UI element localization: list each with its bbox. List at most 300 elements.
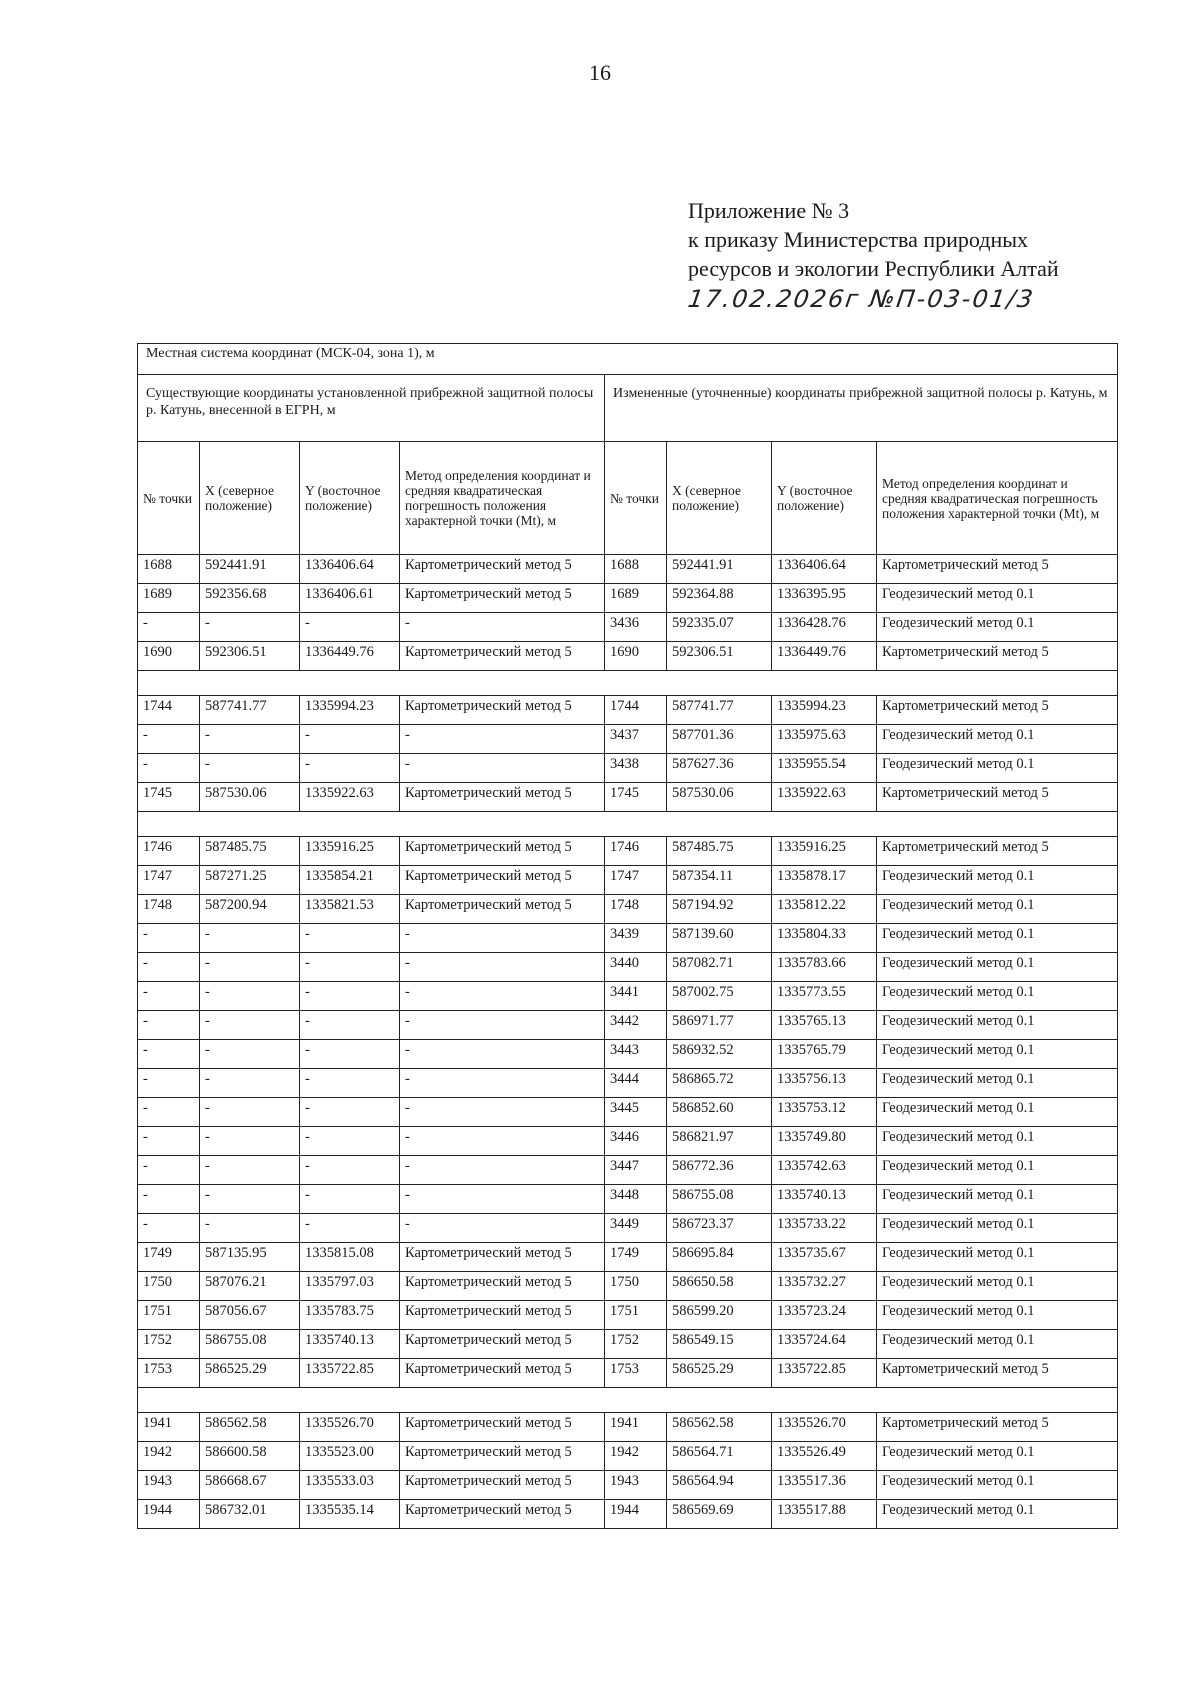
table-cell: 3444 <box>605 1069 667 1098</box>
table-row <box>138 1040 1118 1069</box>
column-header: X (северное положение) <box>200 442 300 555</box>
table-cell: Геодезический метод 0.1 <box>877 1243 1118 1272</box>
table-row <box>138 1359 1118 1388</box>
table-row <box>138 953 1118 982</box>
table-row <box>138 725 1118 754</box>
table-cell: 3440 <box>605 953 667 982</box>
table-cell: 1751 <box>138 1301 200 1330</box>
appendix-line: к приказу Министерства природных <box>688 227 1029 252</box>
table-cell: 586562.58 <box>667 1413 772 1442</box>
table-cell: - <box>138 725 200 754</box>
table-cell: - <box>400 1214 605 1243</box>
table-cell: - <box>400 1156 605 1185</box>
table-cell: 587741.77 <box>200 696 300 725</box>
table-cell: 1336428.76 <box>772 613 877 642</box>
table-cell: 1745 <box>605 783 667 812</box>
table-cell: 1690 <box>138 642 200 671</box>
table-cell: Геодезический метод 0.1 <box>877 953 1118 982</box>
table-row <box>138 555 1118 584</box>
table-cell: - <box>400 1098 605 1127</box>
table-cell: Картометрический метод 5 <box>877 555 1118 584</box>
table-cell: 587194.92 <box>667 895 772 924</box>
page-number: 16 <box>589 60 611 85</box>
table-cell: 1944 <box>605 1500 667 1529</box>
table-cell: Геодезический метод 0.1 <box>877 1098 1118 1127</box>
table-cell: 586732.01 <box>200 1500 300 1529</box>
table-cell: - <box>138 754 200 783</box>
table-cell: 587485.75 <box>200 837 300 866</box>
table-cell: 1750 <box>138 1272 200 1301</box>
table-cell: 1335994.23 <box>772 696 877 725</box>
table-cell: Картометрический метод 5 <box>877 783 1118 812</box>
table-cell: - <box>200 1127 300 1156</box>
table-cell: 1335740.13 <box>300 1330 400 1359</box>
separator-cell <box>138 812 1118 837</box>
table-cell: - <box>138 1069 200 1098</box>
table-cell: - <box>200 953 300 982</box>
table-cell: 1335783.66 <box>772 953 877 982</box>
table-cell: Картометрический метод 5 <box>400 1272 605 1301</box>
table-cell: 586821.97 <box>667 1127 772 1156</box>
table-cell: 3446 <box>605 1127 667 1156</box>
table-cell: 3438 <box>605 754 667 783</box>
table-cell: Картометрический метод 5 <box>877 837 1118 866</box>
table-cell: Геодезический метод 0.1 <box>877 1272 1118 1301</box>
table-cell: Картометрический метод 5 <box>400 1330 605 1359</box>
table-cell: Геодезический метод 0.1 <box>877 1011 1118 1040</box>
column-header: № точки <box>605 442 667 555</box>
table-cell: Геодезический метод 0.1 <box>877 1500 1118 1529</box>
table-cell: 1942 <box>138 1442 200 1471</box>
table-cell: 1335955.54 <box>772 754 877 783</box>
table-cell: 586695.84 <box>667 1243 772 1272</box>
table-cell: 587485.75 <box>667 837 772 866</box>
table-cell: 1752 <box>605 1330 667 1359</box>
table-cell: Геодезический метод 0.1 <box>877 1127 1118 1156</box>
table-cell: - <box>138 1040 200 1069</box>
table-cell: 1336449.76 <box>300 642 400 671</box>
appendix-line: ресурсов и экологии Республики Алтай <box>688 256 1059 281</box>
table-cell: 1335749.80 <box>772 1127 877 1156</box>
table-cell: 1335517.36 <box>772 1471 877 1500</box>
table-cell: - <box>138 1156 200 1185</box>
table-cell: 1335922.63 <box>772 783 877 812</box>
table-row <box>138 1156 1118 1185</box>
table-cell: Картометрический метод 5 <box>400 642 605 671</box>
table-cell: 1748 <box>605 895 667 924</box>
table-row <box>138 1127 1118 1156</box>
table-cell: 1335742.63 <box>772 1156 877 1185</box>
table-cell: 1688 <box>605 555 667 584</box>
table-cell: Картометрический метод 5 <box>400 1301 605 1330</box>
table-cell: 3448 <box>605 1185 667 1214</box>
table-cell: 586668.67 <box>200 1471 300 1500</box>
block-separator <box>138 671 1118 696</box>
table-cell: 587200.94 <box>200 895 300 924</box>
table-cell: 1335526.70 <box>300 1413 400 1442</box>
table-cell: Картометрический метод 5 <box>400 895 605 924</box>
table-cell: 3439 <box>605 924 667 953</box>
table-cell: 1335517.88 <box>772 1500 877 1529</box>
table-cell: 1335815.08 <box>300 1243 400 1272</box>
table-row <box>138 1272 1118 1301</box>
table-cell: 1753 <box>138 1359 200 1388</box>
table-cell: 1944 <box>138 1500 200 1529</box>
table-cell: 1335526.70 <box>772 1413 877 1442</box>
table-row <box>138 924 1118 953</box>
column-header: Y (восточное положение) <box>772 442 877 555</box>
table-row <box>138 1214 1118 1243</box>
table-cell: 1335722.85 <box>300 1359 400 1388</box>
table-cell: - <box>300 1069 400 1098</box>
table-cell: Картометрический метод 5 <box>400 1500 605 1529</box>
table-cell: Картометрический метод 5 <box>400 1243 605 1272</box>
table-cell: Геодезический метод 0.1 <box>877 924 1118 953</box>
block-separator <box>138 1388 1118 1413</box>
table-cell: Геодезический метод 0.1 <box>877 1185 1118 1214</box>
table-cell: Геодезический метод 0.1 <box>877 982 1118 1011</box>
table-cell: 586525.29 <box>200 1359 300 1388</box>
table-cell: 1335765.13 <box>772 1011 877 1040</box>
table-cell: 586562.58 <box>200 1413 300 1442</box>
table-cell: 587271.25 <box>200 866 300 895</box>
table-row <box>138 584 1118 613</box>
table-cell: 1335723.24 <box>772 1301 877 1330</box>
table-cell: - <box>300 1040 400 1069</box>
table-cell: 592441.91 <box>200 555 300 584</box>
table-cell: - <box>400 924 605 953</box>
table-cell: Картометрический метод 5 <box>400 1413 605 1442</box>
table-cell: 1689 <box>605 584 667 613</box>
table-cell: 586755.08 <box>667 1185 772 1214</box>
table-row <box>138 1500 1118 1529</box>
table-cell: 1335526.49 <box>772 1442 877 1471</box>
table-cell: 3447 <box>605 1156 667 1185</box>
table-cell: 1943 <box>138 1471 200 1500</box>
table-cell: - <box>200 754 300 783</box>
table-cell: Картометрический метод 5 <box>400 555 605 584</box>
table-cell: - <box>400 1127 605 1156</box>
table-cell: 3449 <box>605 1214 667 1243</box>
table-cell: - <box>300 924 400 953</box>
table-cell: - <box>200 1069 300 1098</box>
table-cell: 586932.52 <box>667 1040 772 1069</box>
table-cell: - <box>138 1098 200 1127</box>
table-cell: 1335765.79 <box>772 1040 877 1069</box>
table-row <box>138 837 1118 866</box>
table-cell: 586549.15 <box>667 1330 772 1359</box>
existing-coordinates-group: Существующие координаты установленной прибрежной защитной полосы р. Катунь, внесенной в ЕГРН, м <box>138 375 605 442</box>
table-cell: Картометрический метод 5 <box>400 584 605 613</box>
table-cell: 586852.60 <box>667 1098 772 1127</box>
table-cell: 587741.77 <box>667 696 772 725</box>
table-cell: 1335523.00 <box>300 1442 400 1471</box>
table-cell: - <box>200 725 300 754</box>
table-cell: 1335804.33 <box>772 924 877 953</box>
table-cell: 1747 <box>605 866 667 895</box>
table-cell: - <box>400 613 605 642</box>
table-cell: 1943 <box>605 1471 667 1500</box>
table-cell: - <box>138 1127 200 1156</box>
table-cell: 1750 <box>605 1272 667 1301</box>
table-cell: 1336406.64 <box>772 555 877 584</box>
table-cell: - <box>200 1156 300 1185</box>
table-cell: 3437 <box>605 725 667 754</box>
table-cell: 3441 <box>605 982 667 1011</box>
table-row <box>138 1069 1118 1098</box>
table-cell: 1336406.64 <box>300 555 400 584</box>
table-cell: 1941 <box>605 1413 667 1442</box>
table-cell: 1745 <box>138 783 200 812</box>
table-cell: 1941 <box>138 1413 200 1442</box>
column-header: Y (восточное положение) <box>300 442 400 555</box>
table-cell: Геодезический метод 0.1 <box>877 584 1118 613</box>
table-cell: 1335975.63 <box>772 725 877 754</box>
table-cell: 586723.37 <box>667 1214 772 1243</box>
table-cell: - <box>400 953 605 982</box>
table-row <box>138 1330 1118 1359</box>
table-row <box>138 1011 1118 1040</box>
table-row <box>138 1185 1118 1214</box>
table-cell: Картометрический метод 5 <box>400 783 605 812</box>
table-cell: 1335740.13 <box>772 1185 877 1214</box>
table-cell: 1335916.25 <box>300 837 400 866</box>
table-cell: Геодезический метод 0.1 <box>877 1471 1118 1500</box>
table-cell: 587627.36 <box>667 754 772 783</box>
table-cell: - <box>200 1098 300 1127</box>
table-row <box>138 1098 1118 1127</box>
table-cell: - <box>200 613 300 642</box>
table-cell: Геодезический метод 0.1 <box>877 1330 1118 1359</box>
table-cell: 1335878.17 <box>772 866 877 895</box>
table-cell: 587056.67 <box>200 1301 300 1330</box>
table-cell: - <box>138 982 200 1011</box>
table-row <box>138 1301 1118 1330</box>
column-header: № точки <box>138 442 200 555</box>
table-cell: Картометрический метод 5 <box>877 642 1118 671</box>
table-cell: - <box>200 1185 300 1214</box>
table-cell: 1335756.13 <box>772 1069 877 1098</box>
table-row <box>138 696 1118 725</box>
table-cell: 1335732.27 <box>772 1272 877 1301</box>
table-cell: 586564.94 <box>667 1471 772 1500</box>
appendix-line: Приложение № 3 <box>688 198 850 223</box>
table-cell: 592306.51 <box>667 642 772 671</box>
table-cell: - <box>138 953 200 982</box>
table-cell: Картометрический метод 5 <box>400 1359 605 1388</box>
table-cell: - <box>400 1040 605 1069</box>
table-cell: Картометрический метод 5 <box>400 866 605 895</box>
table-cell: 1689 <box>138 584 200 613</box>
table-cell: Картометрический метод 5 <box>400 837 605 866</box>
table-cell: Геодезический метод 0.1 <box>877 1301 1118 1330</box>
table-cell: - <box>200 1011 300 1040</box>
table-cell: - <box>200 1214 300 1243</box>
table-cell: 1335722.85 <box>772 1359 877 1388</box>
table-cell: 1746 <box>138 837 200 866</box>
table-cell: 3442 <box>605 1011 667 1040</box>
table-row <box>138 895 1118 924</box>
table-cell: - <box>300 982 400 1011</box>
table-cell: - <box>300 1156 400 1185</box>
updated-coordinates-group: Измененные (уточненные) координаты прибрежной защитной полосы р. Катунь, м <box>605 375 1118 442</box>
table-cell: 586569.69 <box>667 1500 772 1529</box>
table-cell: - <box>400 982 605 1011</box>
table-cell: Картометрический метод 5 <box>400 1442 605 1471</box>
table-cell: Геодезический метод 0.1 <box>877 754 1118 783</box>
table-cell: 3445 <box>605 1098 667 1127</box>
table-cell: - <box>138 924 200 953</box>
table-cell: Картометрический метод 5 <box>877 1359 1118 1388</box>
table-cell: 1335533.03 <box>300 1471 400 1500</box>
table-cell: - <box>138 1214 200 1243</box>
table-row <box>138 1413 1118 1442</box>
table-cell: - <box>300 1098 400 1127</box>
table-cell: Картометрический метод 5 <box>400 696 605 725</box>
table-cell: - <box>300 613 400 642</box>
table-cell: 1335724.64 <box>772 1330 877 1359</box>
table-cell: 586600.58 <box>200 1442 300 1471</box>
table-cell: 1690 <box>605 642 667 671</box>
table-cell: Геодезический метод 0.1 <box>877 1214 1118 1243</box>
column-header: Метод определения координат и средняя квадратическая погрешность положения характерной точки (Mt), м <box>877 442 1118 555</box>
table-cell: 587701.36 <box>667 725 772 754</box>
table-cell: Геодезический метод 0.1 <box>877 1442 1118 1471</box>
table-row <box>138 613 1118 642</box>
table-cell: 587530.06 <box>667 783 772 812</box>
table-cell: - <box>138 613 200 642</box>
table-cell: - <box>200 1040 300 1069</box>
table-cell: 586599.20 <box>667 1301 772 1330</box>
table-cell: Геодезический метод 0.1 <box>877 895 1118 924</box>
table-cell: Геодезический метод 0.1 <box>877 1069 1118 1098</box>
table-cell: - <box>400 725 605 754</box>
table-cell: 1335854.21 <box>300 866 400 895</box>
table-cell: 586650.58 <box>667 1272 772 1301</box>
table-cell: 1335812.22 <box>772 895 877 924</box>
table-cell: Картометрический метод 5 <box>400 1471 605 1500</box>
table-cell: Геодезический метод 0.1 <box>877 866 1118 895</box>
table-cell: 1336406.61 <box>300 584 400 613</box>
table-cell: - <box>300 953 400 982</box>
table-cell: 1336395.95 <box>772 584 877 613</box>
table-cell: 1752 <box>138 1330 200 1359</box>
table-cell: 1688 <box>138 555 200 584</box>
table-cell: Геодезический метод 0.1 <box>877 725 1118 754</box>
separator-cell <box>138 671 1118 696</box>
table-cell: 1746 <box>605 837 667 866</box>
table-cell: - <box>138 1011 200 1040</box>
separator-cell <box>138 1388 1118 1413</box>
table-cell: 592306.51 <box>200 642 300 671</box>
table-cell: 592356.68 <box>200 584 300 613</box>
table-row <box>138 1442 1118 1471</box>
table-cell: Геодезический метод 0.1 <box>877 1156 1118 1185</box>
table-cell: 1335733.22 <box>772 1214 877 1243</box>
table-cell: 592364.88 <box>667 584 772 613</box>
table-cell: 1749 <box>138 1243 200 1272</box>
table-cell: - <box>200 924 300 953</box>
table-cell: - <box>400 1185 605 1214</box>
table-cell: 587139.60 <box>667 924 772 953</box>
table-cell: - <box>200 982 300 1011</box>
table-cell: Картометрический метод 5 <box>877 696 1118 725</box>
table-cell: Картометрический метод 5 <box>877 1413 1118 1442</box>
table-cell: 1335797.03 <box>300 1272 400 1301</box>
table-cell: - <box>300 1185 400 1214</box>
table-cell: 587082.71 <box>667 953 772 982</box>
table-cell: 1744 <box>138 696 200 725</box>
table-cell: 1753 <box>605 1359 667 1388</box>
table-row <box>138 642 1118 671</box>
table-row <box>138 783 1118 812</box>
table-cell: 592335.07 <box>667 613 772 642</box>
table-cell: 1747 <box>138 866 200 895</box>
handwritten-order-date: 17.02.2026г №П-03-01/3 <box>686 285 1037 313</box>
table-cell: 1749 <box>605 1243 667 1272</box>
table-cell: 587530.06 <box>200 783 300 812</box>
table-cell: 1335535.14 <box>300 1500 400 1529</box>
table-cell: 586755.08 <box>200 1330 300 1359</box>
table-cell: 1335994.23 <box>300 696 400 725</box>
table-cell: 1335753.12 <box>772 1098 877 1127</box>
table-cell: - <box>138 1185 200 1214</box>
table-cell: Геодезический метод 0.1 <box>877 1040 1118 1069</box>
table-cell: - <box>400 1011 605 1040</box>
table-cell: 587002.75 <box>667 982 772 1011</box>
table-body <box>138 555 1118 1529</box>
table-cell: - <box>400 1069 605 1098</box>
table-cell: 586564.71 <box>667 1442 772 1471</box>
table-cell: 1751 <box>605 1301 667 1330</box>
table-row <box>138 866 1118 895</box>
table-cell: 587354.11 <box>667 866 772 895</box>
table-cell: 586772.36 <box>667 1156 772 1185</box>
table-cell: - <box>300 725 400 754</box>
coordinate-system-title: Местная система координат (МСК-04, зона 1), м <box>138 344 1118 375</box>
table-cell: - <box>300 1011 400 1040</box>
coordinates-table <box>137 343 1118 1529</box>
column-header: X (северное положение) <box>667 442 772 555</box>
table-cell: Геодезический метод 0.1 <box>877 613 1118 642</box>
column-header: Метод определения координат и средняя квадратическая погрешность положения характерной точки (Mt), м <box>400 442 605 555</box>
table-cell: 587076.21 <box>200 1272 300 1301</box>
table-cell: 1335916.25 <box>772 837 877 866</box>
table-cell: 3443 <box>605 1040 667 1069</box>
table-row <box>138 1471 1118 1500</box>
table-cell: 586865.72 <box>667 1069 772 1098</box>
table-cell: 1336449.76 <box>772 642 877 671</box>
table-cell: 1744 <box>605 696 667 725</box>
table-cell: 1335735.67 <box>772 1243 877 1272</box>
table-cell: 1335783.75 <box>300 1301 400 1330</box>
table-cell: 592441.91 <box>667 555 772 584</box>
table-cell: 1335821.53 <box>300 895 400 924</box>
table-cell: 1748 <box>138 895 200 924</box>
table-cell: - <box>300 1127 400 1156</box>
table-cell: - <box>300 1214 400 1243</box>
table-cell: 586525.29 <box>667 1359 772 1388</box>
table-cell: - <box>400 754 605 783</box>
block-separator <box>138 812 1118 837</box>
table-row <box>138 982 1118 1011</box>
table-row <box>138 754 1118 783</box>
table-cell: 586971.77 <box>667 1011 772 1040</box>
table-cell: 1335922.63 <box>300 783 400 812</box>
table-row <box>138 1243 1118 1272</box>
table-cell: - <box>300 754 400 783</box>
table-cell: 587135.95 <box>200 1243 300 1272</box>
